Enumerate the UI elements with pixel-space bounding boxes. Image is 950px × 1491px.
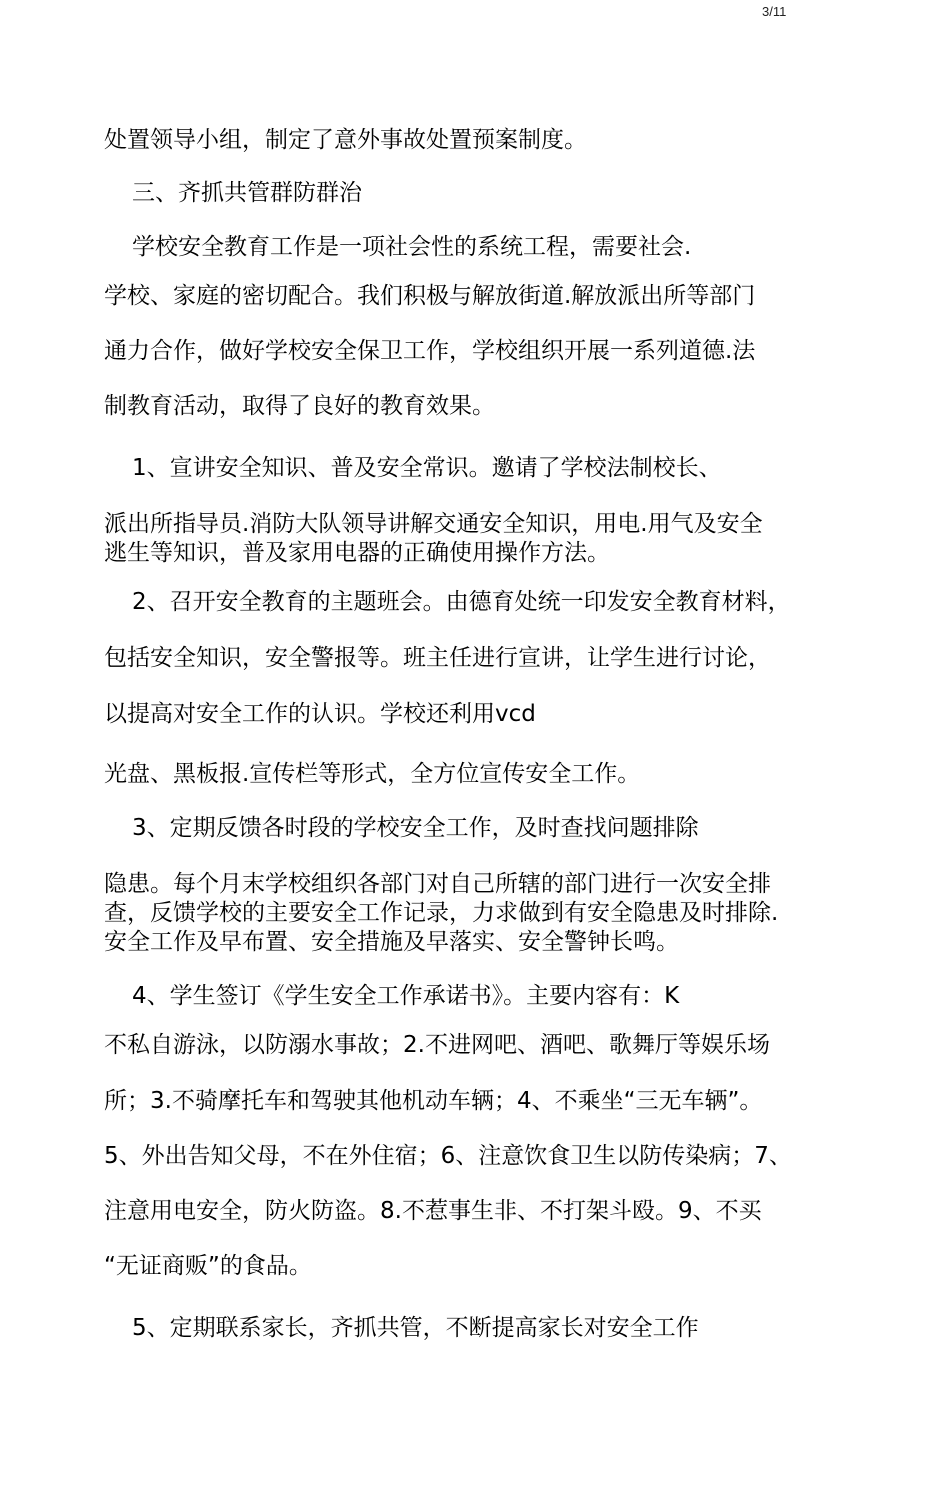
body-line: 5、外出告知父母，不在外住宿；6、注意饮食卫生以防传染病；7、	[104, 1143, 792, 1169]
body-line: 不私自游泳，以防溺水事故；2.不进网吧、酒吧、歌舞厅等娱乐场	[104, 1032, 770, 1058]
body-line: 逃生等知识，普及家用电器的正确使用操作方法。	[104, 540, 610, 566]
body-line: 光盘、黑板报.宣传栏等形式，全方位宣传安全工作。	[104, 761, 641, 787]
list-item-1: 1、宣讲安全知识、普及安全常识。邀请了学校法制校长、	[132, 455, 722, 481]
section-heading: 三、齐抓共管群防群治	[132, 180, 362, 206]
body-line: 以提高对安全工作的认识。学校还利用vcd	[104, 701, 536, 727]
body-line: 所；3.不骑摩托车和驾驶其他机动车辆；4、不乘坐“三无车辆”。	[104, 1088, 763, 1114]
body-line: 包括安全知识，安全警报等。班主任进行宣讲，让学生进行讨论，	[104, 645, 771, 671]
body-line: 通力合作，做好学校安全保卫工作，学校组织开展一系列道德.法	[104, 338, 756, 364]
body-line: 派出所指导员.消防大队领导讲解交通安全知识，用电.用气及安全	[104, 511, 763, 537]
list-item-4: 4、学生签订《学生安全工作承诺书》。主要内容有：K	[132, 983, 680, 1009]
page-number: 3/11	[762, 4, 787, 19]
body-line: 学校安全教育工作是一项社会性的系统工程，需要社会.	[132, 234, 692, 260]
body-line: 查，反馈学校的主要安全工作记录，力求做到有安全隐患及时排除.	[104, 900, 779, 926]
list-item-3: 3、定期反馈各时段的学校安全工作，及时查找问题排除	[132, 815, 699, 841]
body-line: 学校、家庭的密切配合。我们积极与解放街道.解放派出所等部门	[104, 283, 756, 309]
body-line: 制教育活动，取得了良好的教育效果。	[104, 393, 495, 419]
body-line: 处置领导小组，制定了意外事故处置预案制度。	[104, 127, 587, 153]
body-line: 注意用电安全，防火防盗。8.不惹事生非、不打架斗殴。9、不买	[104, 1198, 762, 1224]
body-line: “无证商贩”的食品。	[104, 1253, 312, 1279]
list-item-5: 5、定期联系家长，齐抓共管，不断提高家长对安全工作	[132, 1315, 699, 1341]
body-line: 安全工作及早布置、安全措施及早落实、安全警钟长鸣。	[104, 929, 679, 955]
list-item-2: 2、召开安全教育的主题班会。由德育处统一印发安全教育材料，	[132, 589, 791, 615]
body-line: 隐患。每个月末学校组织各部门对自己所辖的部门进行一次安全排	[104, 871, 771, 897]
